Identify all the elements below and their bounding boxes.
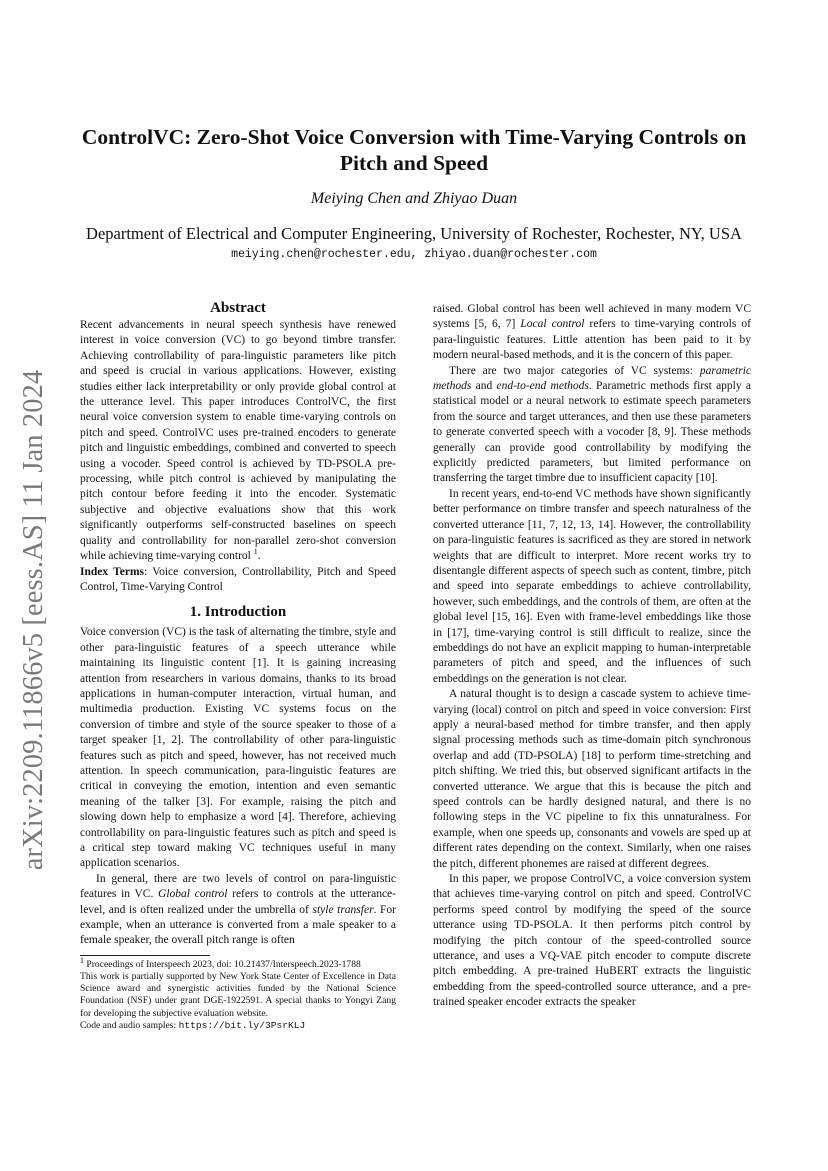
footnote-code-samples: Code and audio samples: https://bit.ly/3PsrKLJ [80,1019,306,1031]
intro-paragraph-4: There are two major categories of VC systems: parametric methods and end-to-end methods. Parametric methods first apply a statistical model or a neural network to estimate speech parameters from the source and target utterances, and then use these parameters to generate converted speech with a vocoder [8, 9]. These methods generally can provide good controllability by modifying the explicitly predicted parameters, but limited performance on transferring the target timbre due to insufficient capacity [10]. [433,364,751,485]
intro-heading: 1. Introduction [189,604,287,621]
left-column [80,299,396,1032]
intro-paragraph-7: In this paper, we propose ControlVC, a voice conversion system that achieves time-varying control on pitch and speed. ControlVC performs speed control by modifying the speed of the source utterance using TD-PSOLA. It then performs pitch control by modifying the pitch contour of the speed-controlled source utterance, and uses a VQ-VAE pitch encoder to compute discrete pitch embedding. A pre-trained HuBERT extracts the linguistic embedding from the speed-controlled source utterance, and a pre-trained speaker encoder extracts the speaker [433,873,751,1009]
abstract-heading: Abstract [210,300,266,316]
intro-paragraph-1: Voice conversion (VC) is the task of alternating the timbre, style and other para-linguistic features of a speech utterance while maintaining its linguistic content [1]. It is gaining increasing attention from researchers in various domains, thanks to its broad applications in human-computer interaction, virtual human, and multimedia production. Existing VC systems focus on the conversion of timbre and style of the source speaker to those of a target speaker [1, 2]. The controllability of other para-linguistic features such as pitch and speed, however, has not received much attention. In speech communication, para-linguistic features are critical in conveying the emotion, intention and even semantic meaning of the talker [3]. For example, raising the pitch and slowing down help to emphasize a word [4]. Therefore, achieving controllability on para-linguistic features such as pitch and speed is a critical step toward making VC techniques useful in many application scenarios. [80,626,396,870]
footnote-funding: This work is partially supported by New York State Center of Excellence in Data Science award and synergistic activities funded by the National Science Foundation (NSF) under grant DGE-1922591. A special thanks to Yongyi Zang for developing the subjective evaluation website. [80,971,396,1019]
arxiv-sidebar-stamp [2,350,66,890]
footnote-1: $^1$ Proceedings of Interspeech 2023, doi: 10.21437/Interspeech.2023-1788 [80,955,361,970]
paper-emails: meiying.chen@rochester.edu, zhiyao.duan@rochester.com [231,248,597,261]
code-samples-link[interactable]: https://bit.ly/3PsrKLJ [178,1019,306,1031]
footnote-mark: 1 [253,547,258,557]
paper-authors: Meiying Chen and Zhiyao Duan [310,190,518,207]
intro-paragraph-5: In recent years, end-to-end VC methods have shown significantly better performance on timbre transfer and speech naturalness of the converted utterance [11, 7, 12, 13, 14]. However, the controllability on para-linguistic features is sacrificed as they are stored in network weights that are difficult to interpret. More recent works try to disentangle different aspects of speech such as content, timbre, pitch and speed into separate embeddings to achieve controllability, however, such embeddings, and the controls of them, are often at the global level [15, 16]. Even with frame-level embeddings like those in [17], time-varying control is still difficult to realize, since the embeddings do not have an explicit mapping to human-interpretable parameters of pitch and speed, and the influences of such embeddings on the generation is not clear. [433,487,751,685]
intro-paragraph-6: A natural thought is to design a cascade system to achieve time-varying (local) control on pitch and speed in voice conversion: First apply a neural-based method for timbre transfer, and then apply signal processing methods such as time-domain pitch synchronous overlap and add (TD-PSOLA) [18] to perform time-stretching and pitch shifting. We tried this, but observed significant artifacts in the converted utterance. We argue that this is because the pitch and speed controls can be hardly designed natural, and there is no following steps in the VC pipeline to fix this unnaturalness. For example, when one speeds up, consonants and vowels are sped up at different rates depending on the context. Similarly, when one raises the pitch, different phonemes are raised at different degrees. [433,688,751,870]
intro-paragraph-3: raised. Global control has been well achieved in many modern VC systems [5, 6, 7] Local control refers to time-varying controls of para-linguistic features. Little attention has been paid to it by modern neural-based methods, and it is the concern of this paper. [433,303,751,362]
intro-paragraph-2: In general, there are two levels of control on para-linguistic features in VC. Global control refers to controls at the utterance-level, and is often realized under the umbrella of style transfer. For example, when an utterance is converted from a male speaker to a female speaker, the overall pitch range is often [80,872,396,947]
footnotes [80,955,396,1032]
right-column [433,302,751,1011]
paper-affiliation: Department of Electrical and Computer Engineering, University of Rochester, Rochester, NY, USA [86,224,742,243]
abstract-text: Recent advancements in neural speech synthesis have renewed interest in voice conversion (VC) to go beyond timbre transfer. Achieving controllability of para-linguistic parameters like pitch and speed is crucial in various applications. However, existing studies either lack interpretability or only provide global control at the utterance level. This paper introduces ControlVC, the first neural voice conversion system to enable time-varying controls on pitch and speed. ControlVC uses pre-trained encoders to generate pitch and linguistic embeddings, combined and converted to speech using a vocoder. Speed control is achieved by TD-PSOLA pre-processing, while pitch control is achieved by manipulating the pitch contour before feeding it into the encoder. Systematic subjective and objective evaluations show that this work significantly outperforms self-constructed baselines on speech quality and controllability for non-parallel zero-shot conversion while achieving time-varying control $^1$. [80,319,396,563]
index-terms: Index Terms: Voice conversion, Controllability, Pitch and Speed Control, Time-Varying Control [80,565,397,593]
paper-title: ControlVC: Zero-Shot Voice Conversion with Time-Varying Controls on Pitch and Speed [81,125,747,175]
footnote-rule [80,955,210,956]
arxiv-id: arXiv:2209.11866v5 [eess.AS] 11 Jan 2024 [18,369,49,871]
